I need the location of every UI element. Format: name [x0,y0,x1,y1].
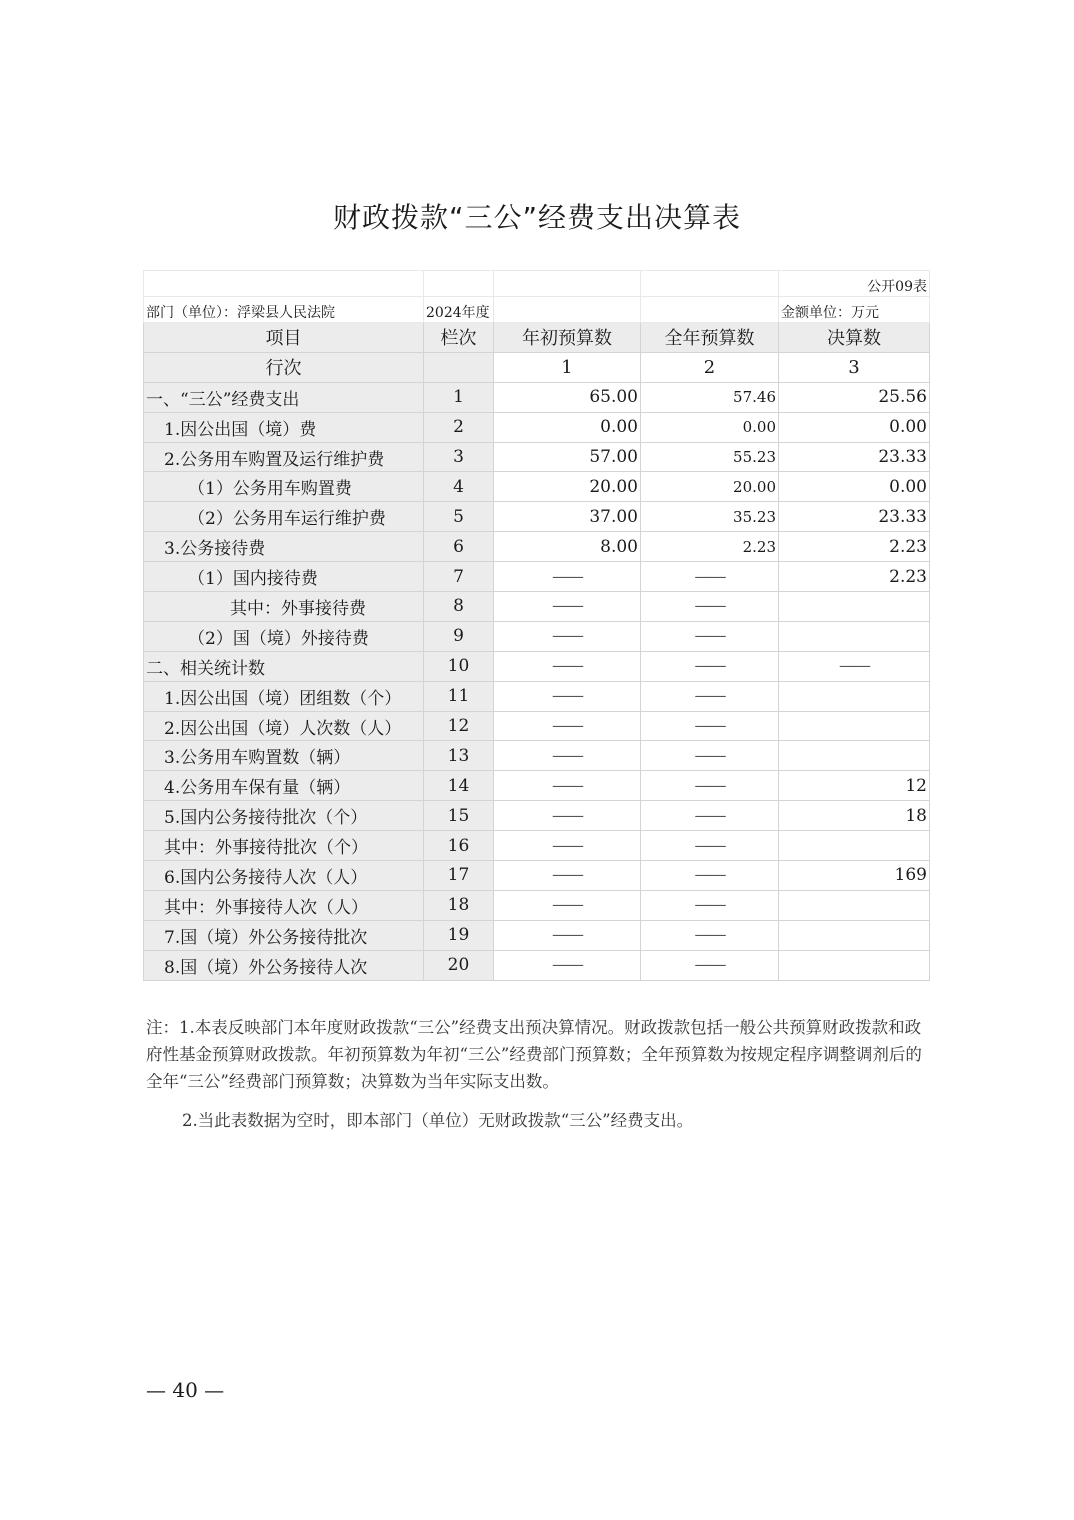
final-accounts-value [779,592,930,622]
full-year-budget-value: —— [641,831,779,861]
row-number: 11 [424,681,494,711]
full-year-budget-value: 2.23 [641,532,779,562]
table-row [144,890,930,920]
final-accounts-value [779,741,930,771]
final-accounts-value: 2.23 [779,532,930,562]
row-number: 9 [424,621,494,651]
table-row [144,801,930,831]
initial-budget-value: —— [494,890,641,920]
full-year-budget-value: —— [641,741,779,771]
full-year-budget-value: —— [641,920,779,950]
row-label: 一、“三公”经费支出 [144,382,424,412]
row-label: （2）公务用车运行维护费 [144,502,424,532]
row-label: （1）国内接待费 [144,562,424,592]
row-label: 二、相关统计数 [144,651,424,681]
full-year-budget-value: —— [641,621,779,651]
note-2: 2.当此表数据为空时，即本部门（单位）无财政拨款“三公”经费支出。 [182,1111,694,1130]
initial-budget-value: —— [494,621,641,651]
full-year-budget-value: —— [641,950,779,980]
final-accounts-value: 25.56 [779,382,930,412]
final-accounts-value: 23.33 [779,442,930,472]
final-accounts-value: 169 [779,861,930,891]
final-accounts-value: 23.33 [779,502,930,532]
row-label: 1.因公出国（境）团组数（个） [144,681,424,711]
full-year-budget-value: 20.00 [641,472,779,502]
fiscal-year: 2024年度 [424,297,494,323]
table-row [144,592,930,622]
final-accounts-value: —— [779,651,930,681]
table-row [144,472,930,502]
final-accounts-value: 2.23 [779,562,930,592]
note-1: 注：1.本表反映部门本年度财政拨款“三公”经费支出预决算情况。财政拨款包括一般公共预算财政拨款和政府性基金预算财政拨款。年初预算数为年初“三公”经费部门预算数；全年预算数为按规定程序调整调剂后的全年“三公”经费部门预算数；决算数为当年实际支出数。 [146,1018,922,1091]
row-label: 3.公务接待费 [144,532,424,562]
final-accounts-value: 18 [779,801,930,831]
row-label: 7.国（境）外公务接待批次 [144,920,424,950]
header-item: 项目 [144,323,424,353]
final-accounts-value [779,920,930,950]
department-label: 部门（单位）：浮梁县人民法院 [144,297,424,323]
initial-budget-value: 8.00 [494,532,641,562]
row-number: 3 [424,442,494,472]
full-year-budget-value: 35.23 [641,502,779,532]
table-row [144,771,930,801]
header-final-accounts: 决算数 [779,323,930,353]
initial-budget-value: —— [494,831,641,861]
full-year-budget-value: 0.00 [641,412,779,442]
initial-budget-value: —— [494,771,641,801]
full-year-budget-value: —— [641,711,779,741]
final-accounts-value [779,950,930,980]
full-year-budget-value: —— [641,592,779,622]
header-initial-budget: 年初预算数 [494,323,641,353]
final-accounts-value: 12 [779,771,930,801]
row-number: 15 [424,801,494,831]
row-label: 8.国（境）外公务接待人次 [144,950,424,980]
row-label: 2.公务用车购置及运行维护费 [144,442,424,472]
initial-budget-value: —— [494,920,641,950]
row-number: 12 [424,711,494,741]
table-row [144,861,930,891]
initial-budget-value: —— [494,651,641,681]
row-label: 5.国内公务接待批次（个） [144,801,424,831]
col-index-1: 1 [494,352,641,382]
row-number: 16 [424,831,494,861]
row-number: 18 [424,890,494,920]
three-public-expenses-table [143,270,930,981]
col-index-2: 2 [641,352,779,382]
row-label: 其中：外事接待人次（人） [144,890,424,920]
row-number: 7 [424,562,494,592]
row-number: 8 [424,592,494,622]
initial-budget-value: 65.00 [494,382,641,412]
row-number: 4 [424,472,494,502]
row-number: 2 [424,412,494,442]
final-accounts-value [779,711,930,741]
page-title: 财政拨款“三公”经费支出决算表 [332,201,741,234]
page-number: — 40 — [146,1378,225,1402]
initial-budget-value: —— [494,562,641,592]
row-number: 14 [424,771,494,801]
table-row [144,711,930,741]
row-number: 10 [424,651,494,681]
full-year-budget-value: 57.46 [641,382,779,412]
initial-budget-value: —— [494,741,641,771]
row-number: 19 [424,920,494,950]
table-row [144,831,930,861]
full-year-budget-value: —— [641,681,779,711]
initial-budget-value: 57.00 [494,442,641,472]
initial-budget-value: 37.00 [494,502,641,532]
initial-budget-value: —— [494,801,641,831]
table-row [144,681,930,711]
final-accounts-value [779,621,930,651]
header-col: 栏次 [424,323,494,353]
row-label: 4.公务用车保有量（辆） [144,771,424,801]
amount-unit: 金额单位：万元 [779,297,930,323]
table-row [144,950,930,980]
row-label: 1.因公出国（境）费 [144,412,424,442]
full-year-budget-value: —— [641,651,779,681]
table-row [144,651,930,681]
row-number: 13 [424,741,494,771]
row-label: 其中：外事接待费 [144,592,424,622]
final-accounts-value: 0.00 [779,472,930,502]
final-accounts-value [779,681,930,711]
full-year-budget-value: —— [641,771,779,801]
initial-budget-value: —— [494,950,641,980]
row-label: 2.因公出国（境）人次数（人） [144,711,424,741]
full-year-budget-value: —— [641,801,779,831]
row-index-label: 行次 [144,352,424,382]
full-year-budget-value: —— [641,562,779,592]
row-number: 20 [424,950,494,980]
table-row [144,502,930,532]
full-year-budget-value: 55.23 [641,442,779,472]
final-accounts-value: 0.00 [779,412,930,442]
full-year-budget-value: —— [641,861,779,891]
row-label: 6.国内公务接待人次（人） [144,861,424,891]
table-row [144,562,930,592]
row-number: 1 [424,382,494,412]
initial-budget-value: —— [494,592,641,622]
row-number: 17 [424,861,494,891]
row-label: 其中：外事接待批次（个） [144,831,424,861]
initial-budget-value: —— [494,681,641,711]
full-year-budget-value: —— [641,890,779,920]
row-label: 3.公务用车购置数（辆） [144,741,424,771]
table-row [144,442,930,472]
table-row [144,920,930,950]
table-row [144,741,930,771]
row-label: （2）国（境）外接待费 [144,621,424,651]
table-code: 公开09表 [779,271,930,297]
initial-budget-value: —— [494,711,641,741]
row-label: （1）公务用车购置费 [144,472,424,502]
table-row [144,412,930,442]
table-row [144,382,930,412]
initial-budget-value: 0.00 [494,412,641,442]
initial-budget-value: 20.00 [494,472,641,502]
final-accounts-value [779,831,930,861]
header-full-year-budget: 全年预算数 [641,323,779,353]
initial-budget-value: —— [494,861,641,891]
table-row [144,532,930,562]
row-number: 6 [424,532,494,562]
col-index-3: 3 [779,352,930,382]
row-number: 5 [424,502,494,532]
final-accounts-value [779,890,930,920]
table-notes [146,1014,928,1134]
table-row [144,621,930,651]
